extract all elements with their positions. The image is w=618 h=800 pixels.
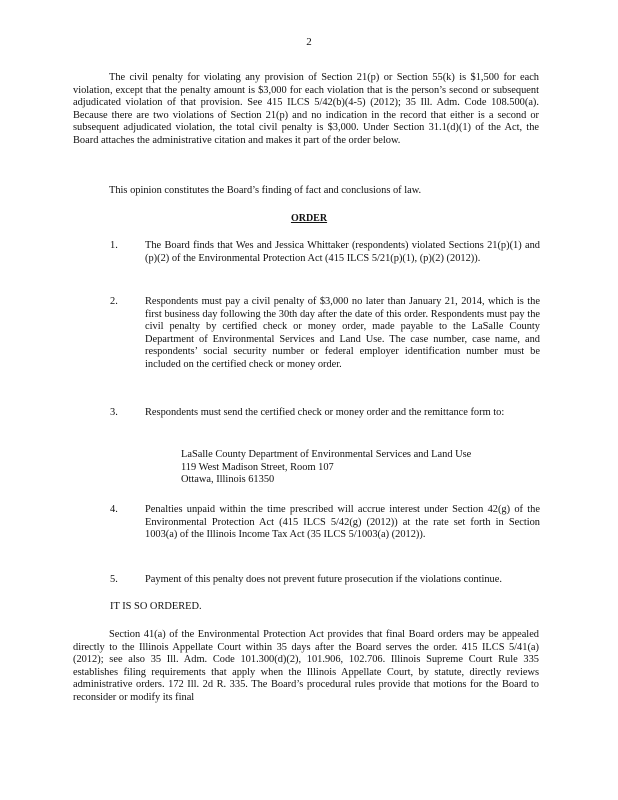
order-item-number: 5.	[110, 574, 118, 585]
order-item-number: 2.	[110, 296, 118, 307]
order-item-text: Penalties unpaid within the time prescribed will accrue interest under Section 42(g) of the Environmental Protection Act (415 ILCS 5/42(g) (2012)) at the rate set forth in Section 1003(a) of the Illinois Income Tax Act (35 ILCS 5/1003(a) (2012)).	[145, 504, 540, 541]
order-item-number: 4.	[110, 504, 118, 515]
order-item-2	[110, 296, 540, 372]
opinion-paragraph: This opinion constitutes the Board’s finding of fact and conclusions of law.	[109, 185, 422, 196]
civil-penalty-paragraph: The civil penalty for violating any provision of Section 21(p) or Section 55(k) is $1,500 for each violation, except that the penalty amount is $3,000 for each violation that is the person’s second or subsequent adjudicated violation of that provision. See 415 ILCS 5/42(b)(4-5) (2012); 35 Ill. Adm. Code 108.500(a). Because there are two violations of Section 21(p) and no indication in the record that either is a second or subsequent adjudicated violation, the total civil penalty is $3,000. Under Section 31.1(d)(1) of the Act, the Board attaches the administrative citation and makes it part of the order below.	[73, 72, 539, 146]
address-line-2: 119 West Madison Street, Room 107	[181, 461, 334, 473]
order-item-5	[110, 574, 540, 587]
so-ordered-line: IT IS SO ORDERED.	[110, 601, 202, 612]
order-heading	[0, 213, 618, 226]
order-item-4	[110, 504, 540, 542]
remittance-address	[181, 449, 541, 487]
order-item-number: 3.	[110, 407, 118, 418]
address-line-1: LaSalle County Department of Environmental Services and Land Use	[181, 449, 472, 460]
page-number: 2	[306, 36, 312, 48]
order-item-3	[110, 407, 540, 420]
order-item-text: The Board finds that Wes and Jessica Whittaker (respondents) violated Sections 21(p)(1) and (p)(2) of the Environmental Protection Act (415 ILCS 5/21(p)(1), (p)(2) (2012)).	[145, 240, 540, 264]
appeal-paragraph: Section 41(a) of the Environmental Protection Act provides that final Board orders may be appealed directly to the Illinois Appellate Court within 35 days after the Board serves the order. 415 ILCS 5/41(a) (2012); see also 35 Ill. Adm. Code 101.300(d)(2), 101.906, 102.706. Illinois Supreme Court Rule 335 establishes filing requirements that apply when the Illinois Appellate Court, by statute, directly reviews administrative orders. 172 Ill. 2d R. 335. The Board’s procedural rules provide that motions for the Board to reconsider or modify its final	[73, 629, 539, 703]
address-line-3: Ottawa, Illinois 61350	[181, 474, 275, 486]
order-item-text: Respondents must pay a civil penalty of $3,000 no later than January 21, 2014, which is the first business day following the 30th day after the date of this order. Respondents must pay the civil penalty by certified check or money order, made payable to the LaSalle County Department of Environmental Services and Land Use. The case number, case name, and respondents’ social security number or federal employer identification number must be included on the certified check or money order.	[145, 296, 540, 370]
order-item-number: 1.	[110, 240, 118, 251]
order-item-text: Payment of this penalty does not prevent future prosecution if the violations continue.	[145, 574, 502, 585]
order-item-1	[110, 240, 540, 265]
order-item-text: Respondents must send the certified check or money order and the remittance form to:	[145, 407, 505, 418]
order-heading-text: ORDER	[290, 213, 328, 224]
